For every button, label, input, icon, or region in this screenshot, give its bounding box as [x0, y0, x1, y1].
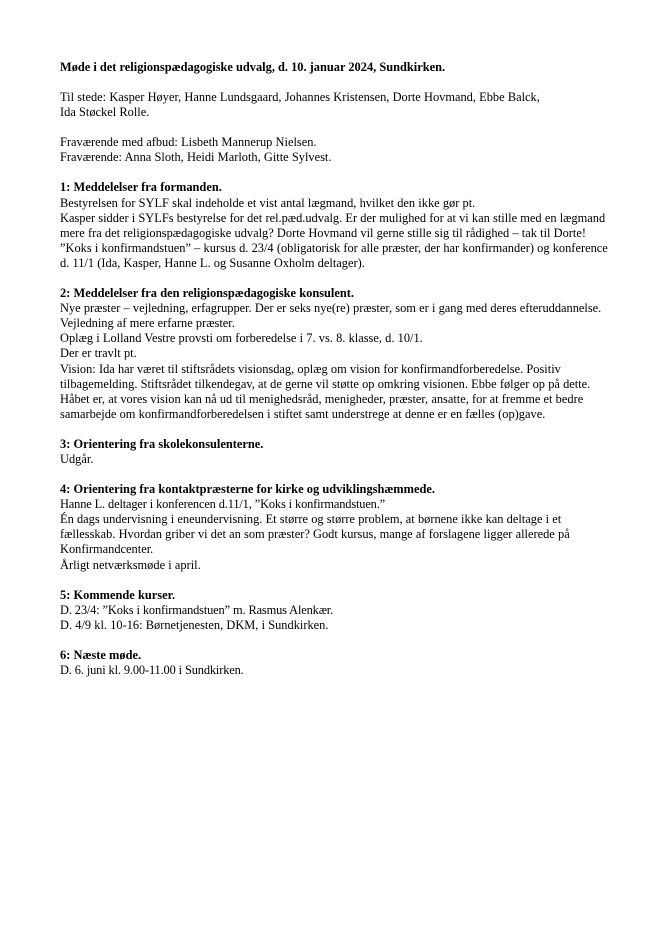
section-2-body-1: Nye præster – vejledning, erfagrupper. Der er seks nye(re) præster, som er i gang med deres efteruddannelse. [60, 301, 602, 316]
section-4-line-2: Årligt netværksmøde i april. [60, 557, 201, 572]
section-5-heading: 5: Kommende kurser. [60, 587, 176, 602]
section-1-heading: 1: Meddelelser fra formanden. [60, 180, 222, 195]
document-body [60, 60, 608, 678]
document-title: Møde i det religionspædagogiske udvalg, d. 10. januar 2024, Sundkirken. [60, 60, 446, 74]
section-2-line-3: Der er travlt pt. [60, 346, 137, 361]
section-4-body-1: Én dags undervisning i eneundervisning. Et større og større problem, at børnene ikke kan deltage i et fællesskab. Hvordan griber vi det an som præster? Godt kursus, mange af forslagene ligger allerede på Konfirmandcenter. [60, 512, 570, 557]
absent-with-notice-line: Fraværende med afbud: Lisbeth Mannerup Nielsen. [60, 135, 317, 150]
absent-paragraph [60, 135, 608, 165]
absent-line: Fraværende: Anna Sloth, Heidi Marloth, Gitte Sylvest. [60, 150, 332, 165]
section-3-line-1: Udgår. [60, 451, 94, 466]
section-6 [60, 648, 608, 678]
section-1-body-1: Kasper sidder i SYLFs bestyrelse for det rel.pæd.udvalg. Er der mulighed for at vi kan stille med en lægmand mere fra det religionspædagogiske udvalg? Dorte Hovmand vil gerne stille sig til rådighed – tak til Dorte! [60, 210, 606, 240]
section-2-heading: 2: Meddelelser fra den religionspædagogiske konsulent. [60, 286, 354, 301]
section-5 [60, 588, 608, 633]
section-3 [60, 437, 608, 467]
section-2-body-2: Vision: Ida har været til stiftsrådets visionsdag, oplæg om vision for konfirmandforberedelse. Positiv tilbagemelding. Stiftsrådet tilkendegav, at de gerne vil støtte op omkring visionen. Ebbe følger op på dette. Håbet er, at vores vision kan nå ud til menighedsråd, menigheder, præster, ansatte, for at fremme et bedre samarbejde om konfirmandforberedelsen i stiftet samt understrege at denne er en fælles (op)gave. [60, 361, 591, 421]
section-1-body-2: ”Koks i konfirmandstuen” – kursus d. 23/4 (obligatorisk for alle præster, der har konfirmander) og konference d. 11/1 (Ida, Kasper, Hanne L. og Susanne Oxholm deltager). [60, 240, 608, 270]
section-6-line-1: D. 6. juni kl. 9.00-11.00 i Sundkirken. [60, 663, 244, 677]
section-5-line-1: D. 23/4: ”Koks i konfirmandstuen” m. Rasmus Alenkær. [60, 602, 334, 617]
attendees-line-2: Ida Støckel Rolle. [60, 105, 150, 120]
section-4 [60, 482, 608, 573]
attendees-paragraph [60, 90, 608, 120]
section-1-line-1: Bestyrelsen for SYLF skal indeholde et vist antal lægmand, hvilket den ikke gør pt. [60, 195, 476, 210]
section-1 [60, 180, 608, 271]
section-6-heading: 6: Næste møde. [60, 647, 142, 662]
section-2-line-2: Oplæg i Lolland Vestre provsti om forberedelse i 7. vs. 8. klasse, d. 10/1. [60, 331, 423, 346]
section-3-heading: 3: Orientering fra skolekonsulenterne. [60, 436, 264, 451]
section-4-heading: 4: Orientering fra kontaktpræsterne for kirke og udviklingshæmmede. [60, 482, 435, 497]
section-4-line-1: Hanne L. deltager i konferencen d.11/1, ”Koks i konfirmandstuen.” [60, 497, 386, 512]
section-2-line-1: Vejledning af mere erfarne præster. [60, 316, 235, 331]
attendees-line-1: Til stede: Kasper Høyer, Hanne Lundsgaard, Johannes Kristensen, Dorte Hovmand, Ebbe Balck, [60, 90, 540, 105]
section-2 [60, 286, 608, 422]
section-5-line-2: D. 4/9 kl. 10-16: Børnetjenesten, DKM, i Sundkirken. [60, 617, 329, 632]
